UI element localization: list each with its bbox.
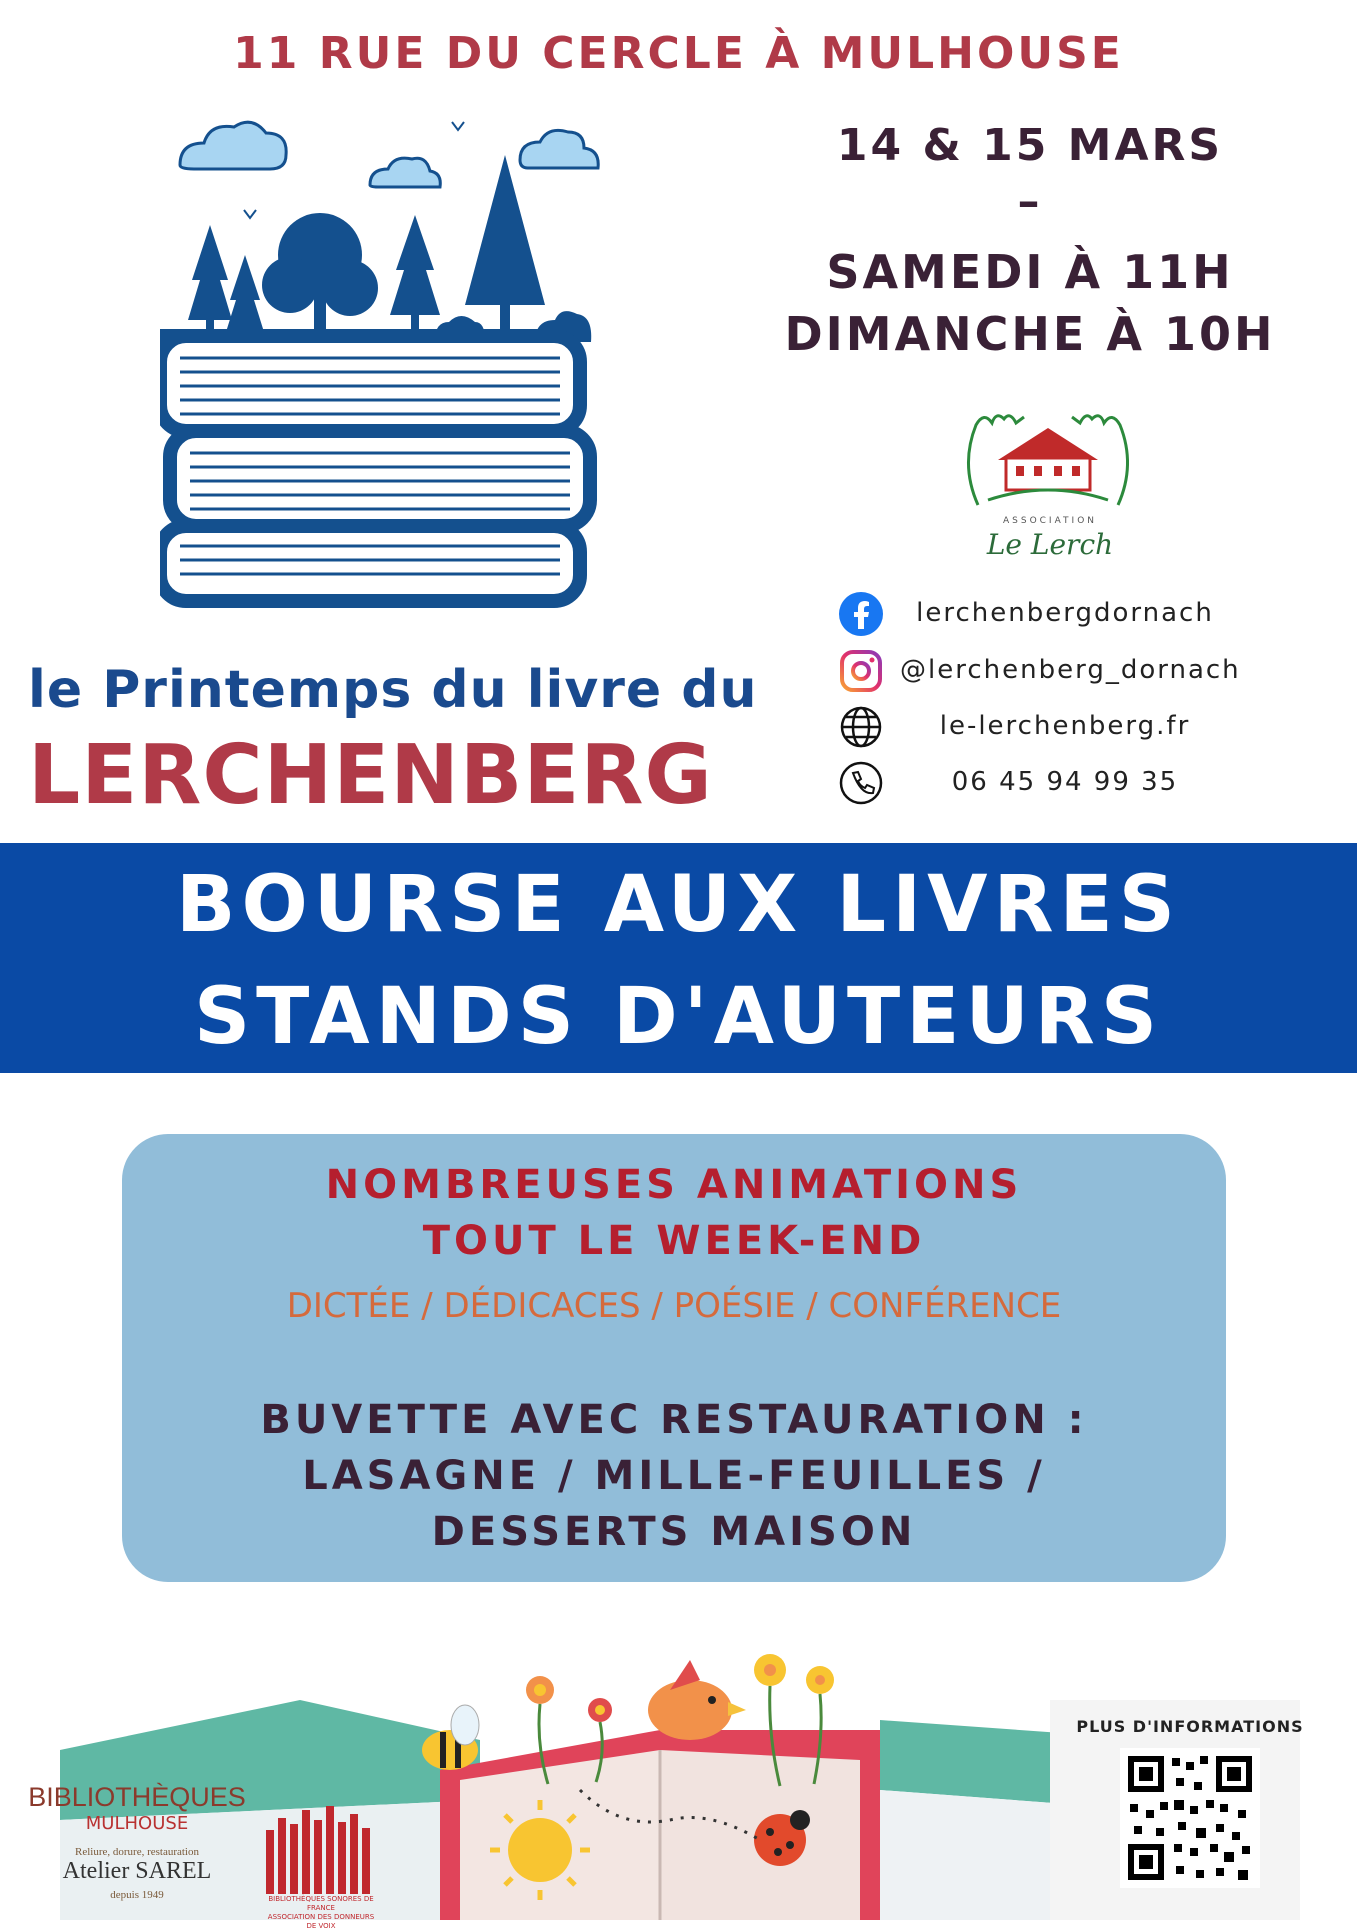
event-dates: 14 & 15 MARS bbox=[836, 120, 1224, 171]
association-name: Le Lerch bbox=[986, 528, 1114, 561]
middle-book bbox=[170, 431, 590, 526]
event-title-small: le Printemps du livre du bbox=[28, 660, 758, 720]
instagram-icon[interactable] bbox=[838, 648, 884, 694]
book-stack-illustration bbox=[160, 110, 620, 610]
bibliotheques-city: MULHOUSE bbox=[85, 1813, 189, 1834]
bottom-book bbox=[160, 526, 580, 601]
sunday-time: DIMANCHE À 10H bbox=[784, 307, 1276, 361]
bibliotheques-logo: BIBLIOTHÈQUES bbox=[28, 1782, 246, 1812]
bsf-line-1: BIBLIOTHÈQUES SONORES DE FRANCE bbox=[268, 1895, 374, 1912]
banner-line-1: BOURSE AUX LIVRES bbox=[176, 860, 1181, 950]
tree-icon bbox=[226, 255, 264, 332]
facebook-handle[interactable]: lerchenbergdornach bbox=[916, 598, 1214, 628]
animations-line-2: TOUT LE WEEK-END bbox=[422, 1218, 926, 1264]
buvette-line-2: LASAGNE / MILLE-FEUILLES / bbox=[302, 1453, 1046, 1499]
tree-icon bbox=[390, 215, 440, 315]
bird-icon bbox=[244, 210, 256, 218]
tree-icon bbox=[188, 225, 232, 320]
bsf-logo bbox=[262, 1800, 380, 1894]
event-address: 11 RUE DU CERCLE À MULHOUSE bbox=[233, 28, 1124, 79]
bsf-line-2: ASSOCIATION DES DONNEURS DE VOIX bbox=[267, 1913, 375, 1930]
instagram-handle[interactable]: @lerchenberg_dornach bbox=[900, 655, 1241, 685]
phone-icon[interactable] bbox=[838, 760, 884, 806]
tree-icon bbox=[465, 155, 545, 305]
globe-icon[interactable] bbox=[838, 704, 884, 750]
phone-number[interactable]: 06 45 94 99 35 bbox=[951, 767, 1179, 797]
banner-line-2: STANDS D'AUTEURS bbox=[193, 972, 1164, 1062]
website-link[interactable]: le-lerchenberg.fr bbox=[939, 711, 1191, 741]
qr-code-icon[interactable] bbox=[1120, 1748, 1260, 1888]
sarel-since: depuis 1949 bbox=[110, 1889, 164, 1901]
sarel-subtitle: Reliure, dorure, restauration bbox=[74, 1846, 199, 1858]
sponsor-logos bbox=[22, 1782, 252, 1901]
animations-line-1: NOMBREUSES ANIMATIONS bbox=[325, 1162, 1023, 1208]
saturday-time: SAMEDI À 11H bbox=[826, 245, 1234, 299]
bird-icon bbox=[648, 1660, 746, 1740]
cloud-icon bbox=[520, 130, 598, 168]
cloud-icon bbox=[370, 158, 440, 187]
facebook-icon[interactable] bbox=[838, 591, 884, 637]
sarel-logo: Atelier SAREL bbox=[62, 1858, 212, 1884]
date-separator: – bbox=[1017, 176, 1043, 227]
buvette-line-1: BUVETTE AVEC RESTAURATION : bbox=[260, 1397, 1088, 1443]
bee-icon bbox=[422, 1705, 479, 1770]
association-logo bbox=[958, 400, 1138, 516]
association-label: ASSOCIATION bbox=[1002, 516, 1098, 526]
top-book bbox=[160, 336, 580, 431]
bird-icon bbox=[452, 122, 464, 130]
buvette-line-3: DESSERTS MAISON bbox=[431, 1509, 917, 1555]
activities-list: DICTÉE / DÉDICACES / POÉSIE / CONFÉRENCE bbox=[286, 1286, 1062, 1326]
more-info-label: PLUS D'INFORMATIONS bbox=[1076, 1717, 1304, 1736]
cloud-icon bbox=[180, 122, 286, 169]
event-title-big: LERCHENBERG bbox=[28, 728, 713, 823]
bsf-caption bbox=[262, 1895, 380, 1931]
